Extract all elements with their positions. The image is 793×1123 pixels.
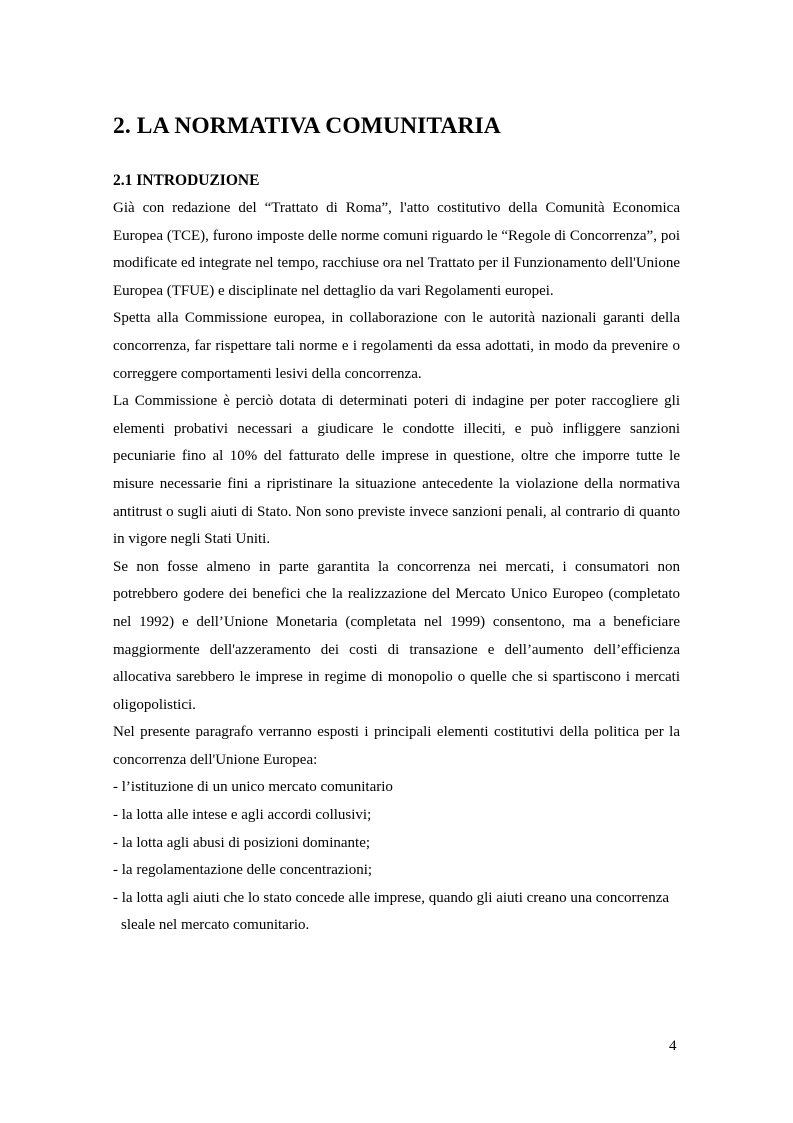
page-number: 4 — [669, 1038, 677, 1054]
list-item: - la lotta alle intese e agli accordi collusivi; — [113, 807, 372, 824]
list-item: - la lotta agli abusi di posizioni dominante; — [113, 834, 371, 851]
paragraph: Nel presente paragrafo verranno esposti i principali elementi costitutivi della politica per la concorrenza dell'Unione Europea: — [113, 724, 680, 768]
chapter-title: 2. LA NORMATIVA COMUNITARIA — [113, 113, 501, 139]
body-text — [113, 195, 680, 940]
paragraph: La Commissione è perciò dotata di determinati poteri di indagine per poter raccogliere gli elementi probativi necessari a giudicare le condotte illeciti, e può infliggere sanzioni pecuniarie fino al 10% del fatturato delle imprese in questione, oltre che imporre tutte le misure necessarie fini a ripristinare la situazione antecedente la violazione della normativa antitrust o sugli aiuti di Stato. Non sono previste invece sanzioni penali, al contrario di quanto in vigore negli Stati Uniti. — [113, 393, 680, 548]
paragraph: Già con redazione del “Trattato di Roma”, l'atto costitutivo della Comunità Economica Europea (TCE), furono imposte delle norme comuni riguardo le “Regole di Concorrenza”, poi modificate ed integrate nel tempo, racchiuse ora nel Trattato per il Funzionamento dell'Unione Europea (TFUE) e disciplinate nel dettaglio da vari Regolamenti europei. — [113, 200, 680, 299]
list-item: - l’istituzione di un unico mercato comunitario — [113, 779, 393, 796]
list-item: - la lotta agli aiuti che lo stato concede alle imprese, quando gli aiuti creano una concorrenza sleale nel mercato comunitario. — [113, 889, 670, 934]
bullet-list — [113, 774, 680, 940]
paragraph: Se non fosse almeno in parte garantita la concorrenza nei mercati, i consumatori non potrebbero godere dei benefici che la realizzazione del Mercato Unico Europeo (completato nel 1992) e dell’Unione Monetaria (completata nel 1999) consentono, ma a beneficiare maggiormente dell'azzeramento dei costi di transazione e dell’aumento dell’efficienza allocativa sarebbero le imprese in regime di monopolio o quelle che si spartiscono i mercati oligopolistici. — [113, 558, 680, 713]
paragraph: Spetta alla Commissione europea, in collaborazione con le autorità nazionali garanti della concorrenza, far rispettare tali norme e i regolamenti da essa adottati, in modo da prevenire o correggere comportamenti lesivi della concorrenza. — [113, 310, 680, 382]
section-title: 2.1 INTRODUZIONE — [113, 172, 260, 189]
list-item: - la regolamentazione delle concentrazioni; — [113, 862, 373, 879]
